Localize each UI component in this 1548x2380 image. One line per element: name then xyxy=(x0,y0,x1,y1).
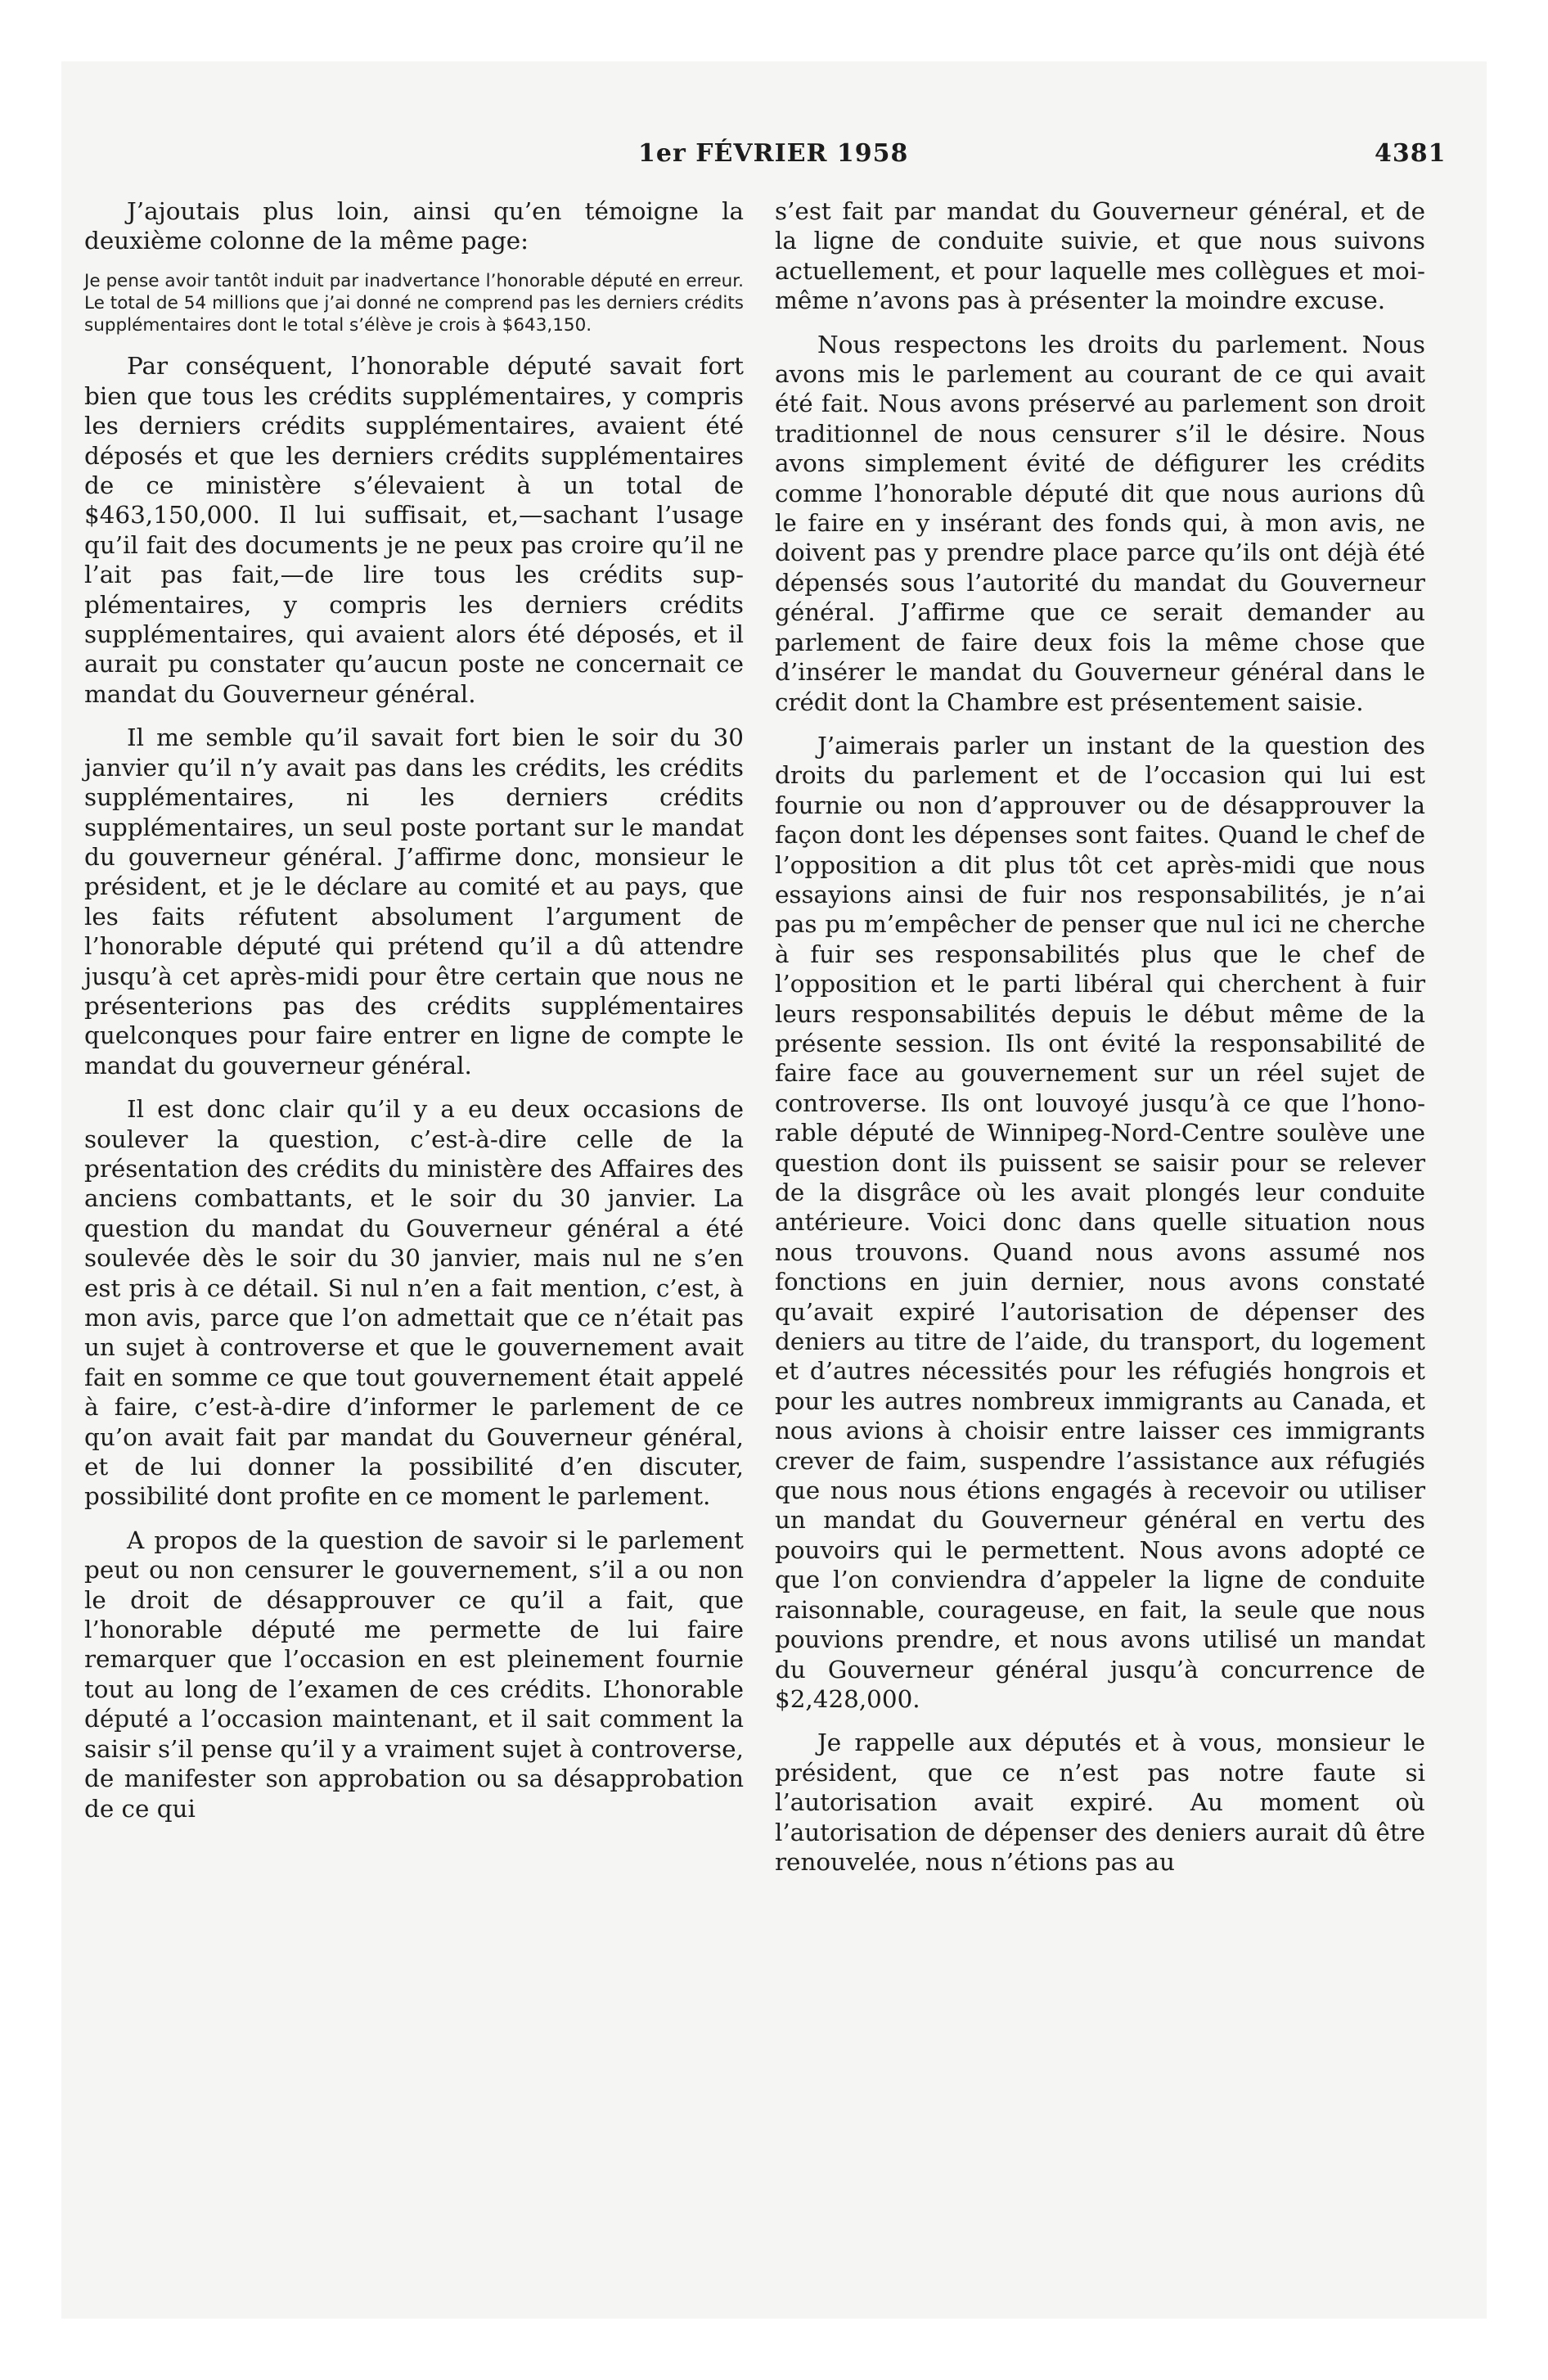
paragraph: Il me semble qu’il savait fort bien le soir du 30 janvier qu’il n’y avait pas dans les crédits, les crédits supplémentaires, ni les derniers crédits supplémentaires, un seul poste portant sur le mandat du gouverneur général. J’affirme donc, monsieur le président, et je le déclare au comité et au pays, que les faits réfutent absolument l’argument de l’honorable député qui prétend qu’il a dû attendre jusqu’à cet après-midi pour être certain que nous ne présenterions pas des crédits supplémentaires quelconques pour faire entrer en ligne de compte le mandat du gouverneur général. xyxy=(84,723,744,1080)
right-column xyxy=(775,196,1425,1891)
header-date: 1er FÉVRIER 1958 xyxy=(638,139,909,168)
page-header xyxy=(0,139,1548,172)
paragraph: Il est donc clair qu’il y a eu deux occasions de soulever la question, c’est-à-dire celle de la présentation des crédits du ministère des Affaires des anciens combattants, et le soir du 30 janvier. La question du mandat du Gouverneur général a été soulevée dès le soir du 30 janvier, mais nul ne s’en est pris à ce détail. Si nul n’en a fait mention, c’est, à mon avis, parce que l’on admettait que ce n’était pas un sujet à controverse et que le gouvernement avait fait en somme ce que tout gouvernement était appelé à faire, c’est-à-dire d’informer le parlement de ce qu’on avait fait par mandat du Gouverneur général, et de lui donner la possibilité d’en discuter, possibilité dont profite en ce moment le parlement. xyxy=(84,1095,744,1511)
left-column xyxy=(84,196,744,1837)
paragraph: Nous respectons les droits du parlement. Nous avons mis le parlement au courant de ce qui avait été fait. Nous avons préservé au parlement son droit traditionnel de nous censurer s’il le désire. Nous avons simplement évité de défigurer les crédits comme l’honorable député dit que nous aurions dû le faire en y insérant des fonds qui, à mon avis, ne doivent pas y prendre place parce qu’ils ont déjà été dépensés sous l’autorité du mandat du Gouverneur général. J’affirme que ce serait demander au parlement de faire deux fois la même chose que d’insérer le mandat du Gouverneur général dans le crédit dont la Chambre est présentement saisie. xyxy=(775,330,1425,716)
paragraph: J’ajoutais plus loin, ainsi qu’en témoigne la deuxième colonne de la même page: xyxy=(84,197,744,255)
paragraph: J’aimerais parler un instant de la question des droits du parlement et de l’occasion qui lui est fournie ou non d’approuver ou de désapprouver la façon dont les dépenses sont faites. Quand le chef de l’opposition a dit plus tôt cet après-midi que nous essayions ainsi de fuir nos responsabilités, je n’ai pas pu m’empêcher de penser que nul ici ne cherche à fuir ses responsabilités plus que le chef de l’opposition et le parti libéral qui cherchent à fuir leurs responsabilités depuis le début même de la présente session. Ils ont évité la responsabilité de faire face au gouvernement sur un réel sujet de controverse. Ils ont louvoyé jusqu’à ce que l’honorable député de Winnipeg-Nord-Centre soulève une question dont ils puissent se saisir pour se relever de la disgrâce où les avait plongés leur conduite antérieure. Voici donc dans quelle situation nous nous trouvons. Quand nous avons assumé nos fonctions en juin dernier, nous avons constaté qu’avait expiré l’autorisation de dépenser des deniers au titre de l’aide, du transport, du logement et d’autres nécessités pour les réfugiés hongrois et pour les autres nombreux immigrants au Canada, et nous avions à choisir entre laisser ces immigrants crever de faim, suspendre l’assistance aux réfugiés que nous nous étions engagés à recevoir ou utiliser un mandat du Gouverneur général en vertu des pouvoirs qui le permettent. Nous avons adopté ce que l’on conviendra d’appeler la ligne de conduite raisonnable, courageuse, en fait, la seule que nous pouvions prendre, et nous avons utilisé un mandat du Gouverneur général jusqu’à concurrence de $2,428,000. xyxy=(775,731,1425,1713)
page-number: 4381 xyxy=(1375,139,1447,168)
paragraph: Par conséquent, l’honorable député savait fort bien que tous les crédits supplémentaires, y compris les derniers crédits supplémentaires, avaient été déposés et que les derniers crédits supplémentaires de ce ministère s’élevaient à un total de $463,150,000. Il lui suffisait, et,—sachant l’usage qu’il fait des documents je ne peux pas croire qu’il ne l’ait pas fait,—de lire tous les crédits supplémentaires, y compris les derniers crédits supplémentaires, qui avaient alors été déposés, et il aurait pu constater qu’aucun poste ne concernait ce mandat du Gouverneur général. xyxy=(84,352,744,708)
paragraph-continued: s’est fait par mandat du Gouverneur général, et de la ligne de conduite suivie, et que nous suivons actuellement, et pour laquelle mes collègues et moi-même n’avons pas à présenter la moindre excuse. xyxy=(775,197,1425,315)
quoted-excerpt: Je pense avoir tantôt induit par inadvertance l’honorable député en erreur. Le total de 54 millions que j’ai donné ne comprend pas les derniers crédits supplémentaires dont le total s’élève je crois à $643,150. xyxy=(84,270,744,336)
paragraph: A propos de la question de savoir si le parlement peut ou non censurer le gouvernement, s’il a ou non le droit de désapprouver ce qu’il a fait, que l’honorable député me permette de lui faire remarquer que l’occasion en est pleinement fournie tout au long de l’examen de ces crédits. L’honorable député a l’occasion maintenant, et il sait comment la saisir s’il pense qu’il y a vraiment sujet à controverse, de manifester son approbation ou sa désapprobation de ce qui xyxy=(84,1526,744,1823)
paragraph: Je rappelle aux députés et à vous, monsieur le président, que ce n’est pas notre faute si l’autorisation avait expiré. Au moment où l’autorisation de dépenser des deniers aurait dû être renouvelée, nous n’étions pas au xyxy=(775,1729,1425,1876)
